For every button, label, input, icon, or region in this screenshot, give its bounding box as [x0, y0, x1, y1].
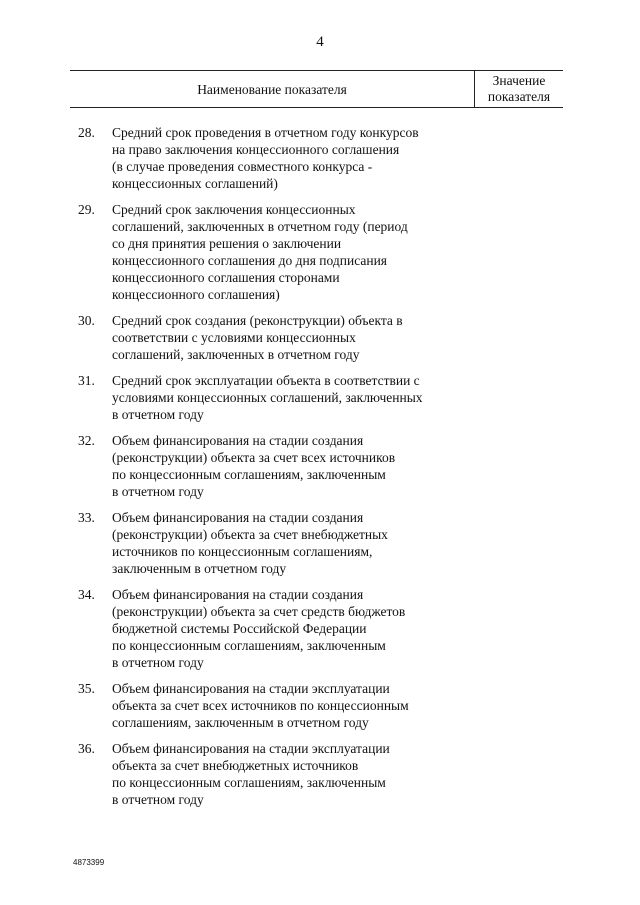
list-item	[78, 509, 478, 577]
indicator-name-header: Наименование показателя	[197, 82, 347, 97]
table-header	[70, 70, 563, 108]
list-item	[78, 124, 478, 192]
indicator-value-header	[475, 71, 563, 107]
list-item	[78, 201, 478, 303]
item-number: 29.	[78, 202, 95, 217]
item-text: Средний срок создания (реконструкции) объекта в соответствии с условиями концессионных соглашений, заключенных в отчетном году	[112, 313, 403, 362]
list-item	[78, 372, 478, 423]
list-item	[78, 432, 478, 500]
item-text: Средний срок заключения концессионных соглашений, заключенных в отчетном году (период со дня принятия решения о заключении концессионного соглашения до дня подписания концессионного соглашения сторонами концессионного соглашения)	[112, 202, 408, 302]
list-item	[78, 586, 478, 671]
item-text: Объем финансирования на стадии эксплуатации объекта за счет внебюджетных источников по концессионным соглашениям, заключенным в отчетном году	[112, 741, 390, 807]
item-number: 34.	[78, 587, 95, 602]
item-number: 35.	[78, 681, 95, 696]
item-text: Объем финансирования на стадии создания (реконструкции) объекта за счет средств бюджетов бюджетной системы Российской Федерации по концессионным соглашениям, заключенным в отчетном году	[112, 587, 406, 670]
item-number: 32.	[78, 433, 95, 448]
item-number: 30.	[78, 313, 95, 328]
list-item	[78, 312, 478, 363]
indicator-value-header-text: Значение показателя	[487, 73, 551, 104]
item-number: 31.	[78, 373, 95, 388]
page-number: 4	[316, 34, 324, 50]
item-text: Средний срок проведения в отчетном году конкурсов на право заключения концессионного соглашения (в случае проведения совместного конкурса - концессионных соглашений)	[112, 125, 419, 191]
item-text: Объем финансирования на стадии создания (реконструкции) объекта за счет внебюджетных источников по концессионным соглашениям, заключенным в отчетном году	[112, 510, 388, 576]
item-text: Объем финансирования на стадии эксплуатации объекта за счет всех источников по концессионным соглашениям, заключенным в отчетном году	[112, 681, 409, 730]
item-number: 36.	[78, 741, 95, 756]
indicator-list	[78, 124, 478, 817]
item-text: Средний срок эксплуатации объекта в соответствии с условиями концессионных соглашений, заключенных в отчетном году	[112, 373, 423, 422]
item-number: 33.	[78, 510, 95, 525]
item-number: 28.	[78, 125, 95, 140]
document-code: 4873399	[73, 858, 105, 867]
list-item	[78, 680, 478, 731]
list-item	[78, 740, 478, 808]
item-text: Объем финансирования на стадии создания (реконструкции) объекта за счет всех источников по концессионным соглашениям, заключенным в отчетном году	[112, 433, 396, 499]
